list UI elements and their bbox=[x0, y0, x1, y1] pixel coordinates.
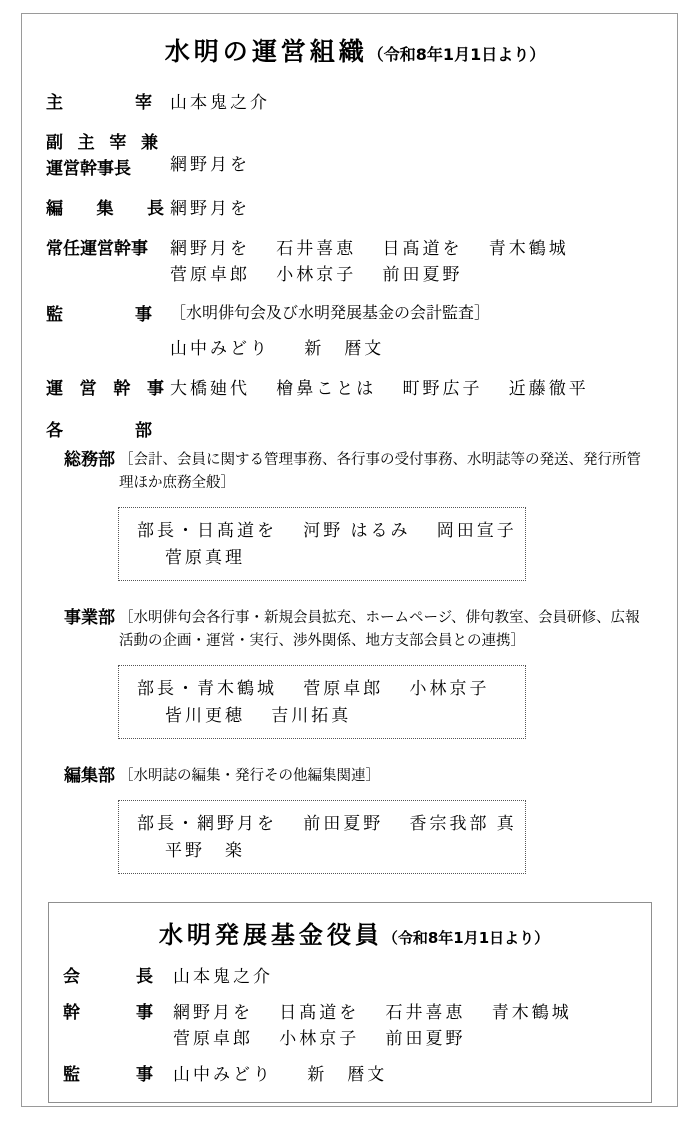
person-name: 前田夏野 bbox=[385, 1029, 466, 1048]
member-line bbox=[137, 810, 515, 837]
role-label-char: 長 bbox=[147, 199, 164, 219]
role-row-fuku-shusai bbox=[46, 130, 654, 182]
role-label-jounin-kanji: 常任運営幹事 bbox=[46, 239, 148, 259]
department-name: 総務部 bbox=[64, 450, 115, 470]
person-name: 小林京子 bbox=[409, 679, 490, 698]
person-name: 山中みどり bbox=[170, 339, 270, 358]
person-name: 河野 はるみ bbox=[303, 521, 411, 540]
department-headline bbox=[64, 765, 654, 788]
role-value-jounin-kanji bbox=[170, 236, 654, 288]
member-line bbox=[173, 1026, 651, 1052]
member-line bbox=[170, 336, 654, 362]
person-name: 小林京子 bbox=[276, 265, 357, 284]
section-heading-char: 各 bbox=[46, 421, 63, 441]
fund-value-kanji bbox=[173, 1000, 651, 1052]
member-line bbox=[170, 262, 654, 288]
department-member-box bbox=[118, 665, 526, 739]
department-headline bbox=[64, 607, 654, 653]
person-name: 青木鶴城 bbox=[491, 1003, 572, 1022]
person-name: 町野広子 bbox=[402, 379, 483, 398]
department-soumubu bbox=[46, 449, 654, 581]
role-row-unei-kanji bbox=[46, 376, 654, 402]
member-line bbox=[137, 675, 515, 702]
person-name: 前田夏野 bbox=[303, 814, 384, 833]
role-value-kanji bbox=[170, 302, 654, 362]
department-header bbox=[46, 449, 654, 495]
department-headline bbox=[64, 449, 654, 495]
person-name: 岡田宣子 bbox=[436, 521, 517, 540]
person-name: 香宗我部 真 bbox=[409, 814, 517, 833]
section-heading-char: 部 bbox=[135, 421, 152, 441]
fund-label-kaicho bbox=[63, 964, 173, 990]
person-name: 前田夏野 bbox=[382, 265, 463, 284]
department-member-box bbox=[118, 800, 526, 874]
member-line bbox=[170, 236, 654, 262]
member-line bbox=[137, 517, 515, 544]
role-value-unei-kanji bbox=[170, 376, 654, 402]
document-content bbox=[46, 32, 654, 900]
person-name: 網野月を bbox=[173, 1003, 253, 1022]
role-label-char: 編 bbox=[46, 199, 63, 219]
person-name: 小林京子 bbox=[279, 1029, 360, 1048]
member-line bbox=[137, 837, 515, 864]
role-row-jounin-kanji bbox=[46, 236, 654, 288]
page-title-text: 水明の運営組織 bbox=[164, 37, 368, 66]
page-title-effective-date: （令和8年1月1日より） bbox=[367, 45, 546, 64]
person-name: 菅原卓郎 bbox=[173, 1029, 253, 1048]
person-name: 菅原真理 bbox=[165, 548, 245, 567]
department-name: 編集部 bbox=[64, 766, 115, 786]
department-henshubu bbox=[46, 765, 654, 874]
person-name: 石井喜恵 bbox=[385, 1003, 466, 1022]
person-name: 吉川拓真 bbox=[271, 706, 352, 725]
person-name: 平野 楽 bbox=[165, 841, 245, 860]
member-line bbox=[137, 702, 515, 729]
role-row-kanji bbox=[46, 302, 654, 362]
fund-row-kaicho bbox=[49, 964, 651, 990]
member-line bbox=[173, 1000, 651, 1026]
fund-title bbox=[49, 915, 651, 950]
fund-label-kansa bbox=[63, 1062, 173, 1088]
role-label-char: 営 bbox=[79, 379, 97, 399]
role-value-henshucho bbox=[170, 196, 654, 222]
person-name: 山中みどり bbox=[173, 1065, 273, 1084]
role-label-shusai bbox=[46, 90, 170, 116]
department-header bbox=[46, 607, 654, 653]
role-label-unei-kanji bbox=[46, 376, 170, 402]
person-name: 青木鶴城 bbox=[488, 239, 569, 258]
role-label-char: 宰 bbox=[135, 93, 152, 113]
person-name: 石井喜恵 bbox=[276, 239, 357, 258]
role-value-fuku-shusai bbox=[170, 130, 654, 178]
fund-value-kansa bbox=[173, 1062, 651, 1088]
role-label-line1 bbox=[46, 130, 170, 156]
person-name: 山本鬼之介 bbox=[173, 967, 273, 986]
fund-label-char: 事 bbox=[136, 1003, 153, 1023]
role-label-char: 主 bbox=[77, 133, 95, 153]
fund-row-kansa bbox=[49, 1062, 651, 1088]
fund-label-char: 幹 bbox=[63, 1003, 80, 1023]
fund-label-char: 長 bbox=[136, 967, 153, 987]
person-name: 網野月を bbox=[170, 155, 250, 174]
person-name: 近藤徹平 bbox=[508, 379, 589, 398]
person-name: 大橋廸代 bbox=[170, 379, 250, 398]
role-row-henshucho bbox=[46, 196, 654, 222]
department-jigyoubu bbox=[46, 607, 654, 739]
role-label-henshucho bbox=[46, 196, 170, 222]
department-scope: ［会計、会員に関する管理事務、各行事の受付事務、水明誌等の発送、発行所管理ほか庶務全般］ bbox=[119, 452, 641, 491]
member-line bbox=[137, 544, 515, 571]
section-heading-departments bbox=[46, 416, 170, 441]
department-member-box bbox=[118, 507, 526, 581]
person-name: 新 暦文 bbox=[307, 1065, 388, 1084]
role-label-char: 兼 bbox=[140, 133, 158, 153]
person-name: 網野月を bbox=[170, 239, 250, 258]
person-name: 菅原卓郎 bbox=[303, 679, 384, 698]
person-name: 網野月を bbox=[170, 199, 250, 218]
department-leader: 部長・青木鶴城 bbox=[137, 679, 277, 698]
fund-label-kanji bbox=[63, 1000, 173, 1026]
fund-label-char: 監 bbox=[63, 1065, 80, 1085]
person-name: 日髙道を bbox=[279, 1003, 360, 1022]
fund-row-kanji bbox=[49, 1000, 651, 1052]
page-title bbox=[46, 32, 654, 68]
role-row-shusai bbox=[46, 90, 654, 116]
fund-title-effective-date: （令和8年1月1日より） bbox=[382, 929, 550, 947]
fund-label-char: 事 bbox=[136, 1065, 153, 1085]
role-label-char: 事 bbox=[146, 379, 164, 399]
role-label-line2: 運営幹事長 bbox=[46, 159, 131, 179]
role-label-char: 監 bbox=[46, 305, 63, 325]
role-label-char: 宰 bbox=[109, 133, 127, 153]
person-name: 檜鼻ことは bbox=[276, 379, 377, 398]
kanji-scope-note: ［水明俳句会及び水明発展基金の会計監査］ bbox=[170, 305, 491, 322]
role-label-char: 副 bbox=[46, 133, 63, 153]
role-label-char: 事 bbox=[135, 305, 152, 325]
person-name: 菅原卓郎 bbox=[170, 265, 250, 284]
person-name: 新 暦文 bbox=[304, 339, 385, 358]
role-label-fuku-shusai bbox=[46, 130, 170, 182]
department-header bbox=[46, 765, 654, 788]
role-value-shusai bbox=[170, 90, 654, 116]
person-name: 日髙道を bbox=[382, 239, 463, 258]
role-label-char: 幹 bbox=[113, 379, 131, 399]
role-label-char: 集 bbox=[96, 199, 114, 219]
person-name: 皆川更穂 bbox=[165, 706, 245, 725]
department-leader: 部長・日髙道を bbox=[137, 521, 277, 540]
role-label-char: 主 bbox=[46, 93, 63, 113]
fund-value-kaicho bbox=[173, 964, 651, 990]
person-name: 山本鬼之介 bbox=[170, 93, 270, 112]
department-leader: 部長・網野月を bbox=[137, 814, 277, 833]
department-scope: ［水明俳句会各行事・新規会員拡充、ホームページ、俳句教室、会員研修、広報活動の企画・運営・実行、渉外関係、地方支部会員との連携］ bbox=[119, 610, 640, 649]
role-label-kanji bbox=[46, 302, 170, 328]
fund-label-char: 会 bbox=[63, 967, 80, 987]
department-scope: ［水明誌の編集・発行その他編集関連］ bbox=[119, 768, 380, 784]
department-name: 事業部 bbox=[64, 608, 115, 628]
fund-title-text: 水明発展基金役員 bbox=[158, 921, 383, 949]
fund-officers-box bbox=[48, 902, 652, 1103]
role-label-char: 運 bbox=[46, 379, 63, 399]
